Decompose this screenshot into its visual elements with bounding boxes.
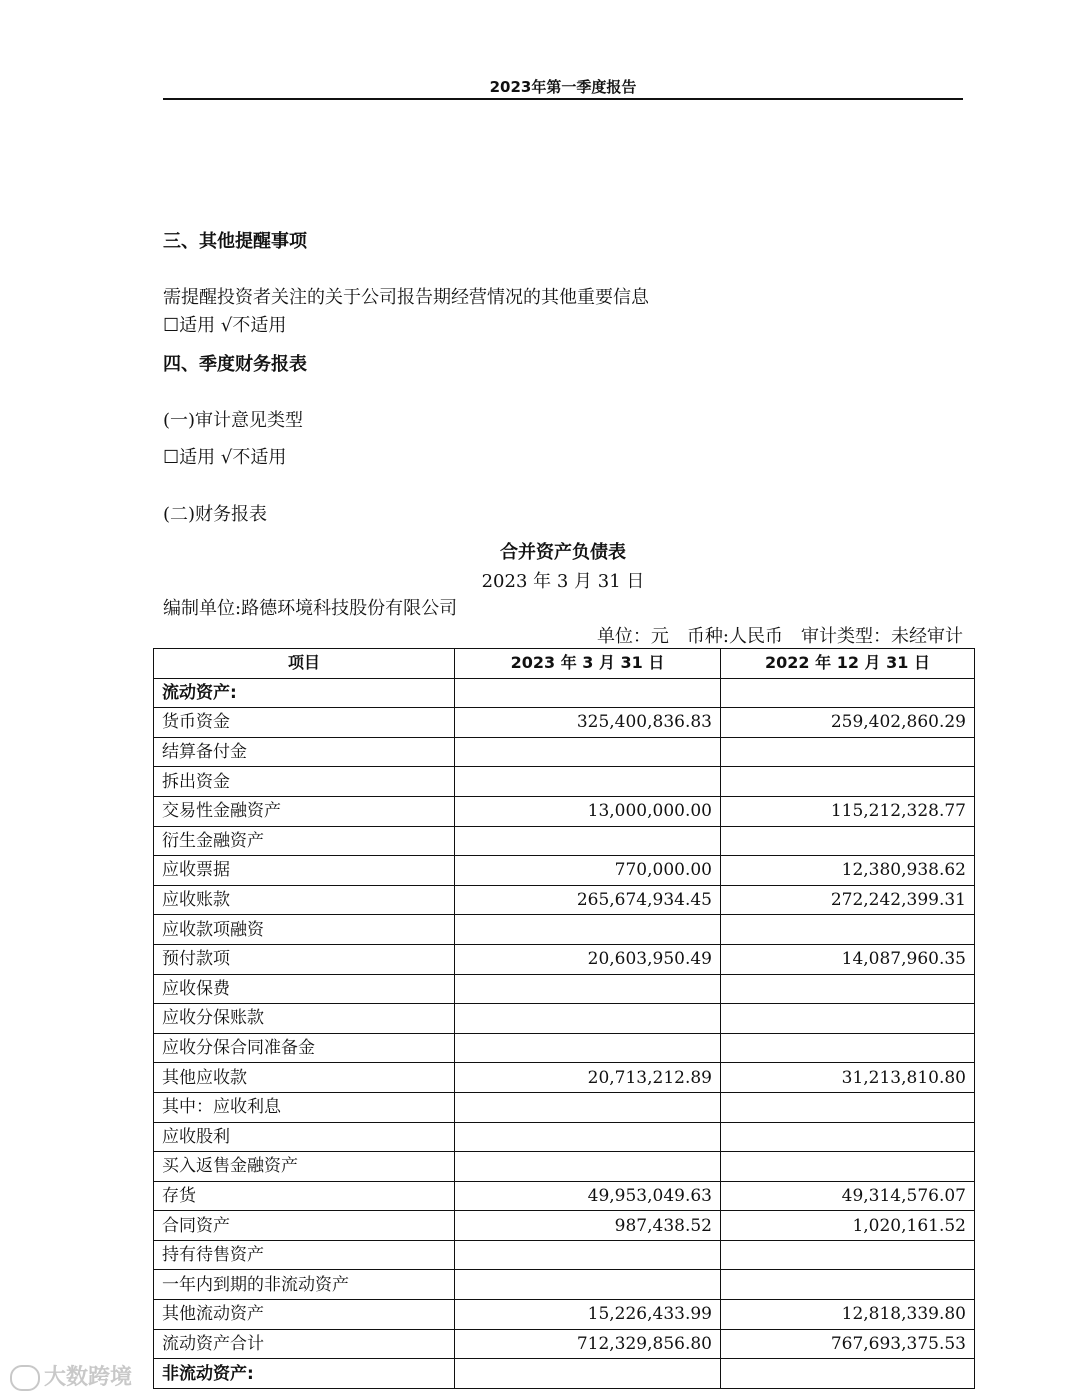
table-row	[154, 1329, 975, 1359]
table-row	[154, 885, 975, 915]
value-2022-12-31	[721, 678, 975, 708]
value-2023-03-31: 325,400,836.83	[455, 708, 721, 738]
value-2023-03-31	[455, 826, 721, 856]
value-2023-03-31	[455, 678, 721, 708]
value-2022-12-31: 1,020,161.52	[721, 1211, 975, 1241]
row-label: 应收票据	[154, 856, 455, 886]
table-row	[154, 1240, 975, 1270]
value-2023-03-31	[455, 1004, 721, 1034]
value-2023-03-31: 13,000,000.00	[455, 796, 721, 826]
table-row	[154, 678, 975, 708]
value-2023-03-31: 770,000.00	[455, 856, 721, 886]
value-2022-12-31	[721, 974, 975, 1004]
row-label: 应收账款	[154, 885, 455, 915]
table-row	[154, 974, 975, 1004]
value-2022-12-31	[721, 915, 975, 945]
row-label: 持有待售资产	[154, 1240, 455, 1270]
value-2023-03-31	[455, 1033, 721, 1063]
header-rule	[163, 98, 963, 100]
value-2023-03-31: 265,674,934.45	[455, 885, 721, 915]
value-2023-03-31	[455, 1152, 721, 1182]
table-row	[154, 826, 975, 856]
row-label: 衍生金融资产	[154, 826, 455, 856]
value-2023-03-31	[455, 915, 721, 945]
table-row	[154, 1092, 975, 1122]
table-row	[154, 1033, 975, 1063]
row-label: 其他流动资产	[154, 1300, 455, 1330]
value-2022-12-31: 12,380,938.62	[721, 856, 975, 886]
row-label: 流动资产:	[154, 678, 455, 708]
row-label: 其中：应收利息	[154, 1092, 455, 1122]
table-row	[154, 915, 975, 945]
table-header-row	[154, 649, 975, 679]
table-row	[154, 1300, 975, 1330]
value-2022-12-31: 49,314,576.07	[721, 1181, 975, 1211]
column-header-prior: 2022 年 12 月 31 日	[721, 649, 975, 679]
value-2022-12-31	[721, 1092, 975, 1122]
value-2023-03-31: 20,713,212.89	[455, 1063, 721, 1093]
section-4-heading: 四、季度财务报表	[163, 354, 307, 375]
row-label: 拆出资金	[154, 767, 455, 797]
table-row	[154, 796, 975, 826]
table-row	[154, 1359, 975, 1389]
row-label: 预付款项	[154, 944, 455, 974]
table-row	[154, 1181, 975, 1211]
financial-statements-title: (二)财务报表	[163, 504, 268, 525]
table-row	[154, 1122, 975, 1152]
row-label: 应收保费	[154, 974, 455, 1004]
company-name: 编制单位:路德环境科技股份有限公司	[163, 598, 458, 619]
value-2022-12-31: 31,213,810.80	[721, 1063, 975, 1093]
section-3-text: 需提醒投资者关注的关于公司报告期经营情况的其他重要信息	[163, 287, 649, 308]
row-label: 应收股利	[154, 1122, 455, 1152]
value-2023-03-31	[455, 1359, 721, 1389]
value-2022-12-31: 115,212,328.77	[721, 796, 975, 826]
row-label: 应收款项融资	[154, 915, 455, 945]
row-label: 货币资金	[154, 708, 455, 738]
value-2022-12-31	[721, 1122, 975, 1152]
audit-opinion-title: (一)审计意见类型	[163, 410, 304, 431]
value-2022-12-31: 12,818,339.80	[721, 1300, 975, 1330]
value-2023-03-31	[455, 1270, 721, 1300]
table-row	[154, 1270, 975, 1300]
table-row	[154, 708, 975, 738]
value-2023-03-31: 987,438.52	[455, 1211, 721, 1241]
value-2023-03-31	[455, 1122, 721, 1152]
table-row	[154, 856, 975, 886]
row-label: 交易性金融资产	[154, 796, 455, 826]
table-row	[154, 1063, 975, 1093]
watermark	[10, 1360, 132, 1391]
value-2022-12-31	[721, 1359, 975, 1389]
row-label: 结算备付金	[154, 737, 455, 767]
value-2022-12-31: 767,693,375.53	[721, 1329, 975, 1359]
unit-currency-line: 单位：元 币种:人民币 审计类型：未经审计	[596, 626, 963, 647]
value-2022-12-31	[721, 1152, 975, 1182]
value-2022-12-31	[721, 826, 975, 856]
row-label: 应收分保合同准备金	[154, 1033, 455, 1063]
value-2022-12-31	[721, 767, 975, 797]
value-2023-03-31: 712,329,856.80	[455, 1329, 721, 1359]
balance-sheet-table	[153, 648, 975, 1389]
row-label: 应收分保账款	[154, 1004, 455, 1034]
value-2022-12-31	[721, 1033, 975, 1063]
value-2022-12-31: 259,402,860.29	[721, 708, 975, 738]
section-3-heading: 三、其他提醒事项	[163, 231, 307, 252]
watermark-logo-icon	[10, 1365, 40, 1391]
balance-sheet-title: 合并资产负债表	[500, 542, 626, 563]
row-label: 非流动资产:	[154, 1359, 455, 1389]
value-2023-03-31	[455, 1092, 721, 1122]
audit-opinion-applicability: ☐适用 √不适用	[163, 447, 287, 468]
row-label: 买入返售金融资产	[154, 1152, 455, 1182]
column-header-current: 2023 年 3 月 31 日	[455, 649, 721, 679]
table-row	[154, 1004, 975, 1034]
value-2023-03-31: 20,603,950.49	[455, 944, 721, 974]
row-label: 合同资产	[154, 1211, 455, 1241]
watermark-text: 大数跨境	[44, 1365, 133, 1390]
value-2022-12-31	[721, 1004, 975, 1034]
column-header-item: 项目	[154, 649, 455, 679]
value-2022-12-31	[721, 1270, 975, 1300]
value-2022-12-31	[721, 1240, 975, 1270]
table-row	[154, 767, 975, 797]
page-header-title: 2023年第一季度报告	[489, 78, 637, 96]
table-row	[154, 737, 975, 767]
table-row	[154, 1152, 975, 1182]
row-label: 流动资产合计	[154, 1329, 455, 1359]
value-2023-03-31	[455, 974, 721, 1004]
value-2022-12-31: 272,242,399.31	[721, 885, 975, 915]
value-2023-03-31: 15,226,433.99	[455, 1300, 721, 1330]
section-3-applicability: ☐适用 √不适用	[163, 315, 287, 336]
row-label: 其他应收款	[154, 1063, 455, 1093]
value-2022-12-31	[721, 737, 975, 767]
value-2023-03-31	[455, 1240, 721, 1270]
value-2023-03-31	[455, 737, 721, 767]
balance-sheet-date: 2023 年 3 月 31 日	[481, 571, 645, 592]
table-row	[154, 1211, 975, 1241]
value-2022-12-31: 14,087,960.35	[721, 944, 975, 974]
table-row	[154, 944, 975, 974]
value-2023-03-31	[455, 767, 721, 797]
row-label: 存货	[154, 1181, 455, 1211]
value-2023-03-31: 49,953,049.63	[455, 1181, 721, 1211]
row-label: 一年内到期的非流动资产	[154, 1270, 455, 1300]
